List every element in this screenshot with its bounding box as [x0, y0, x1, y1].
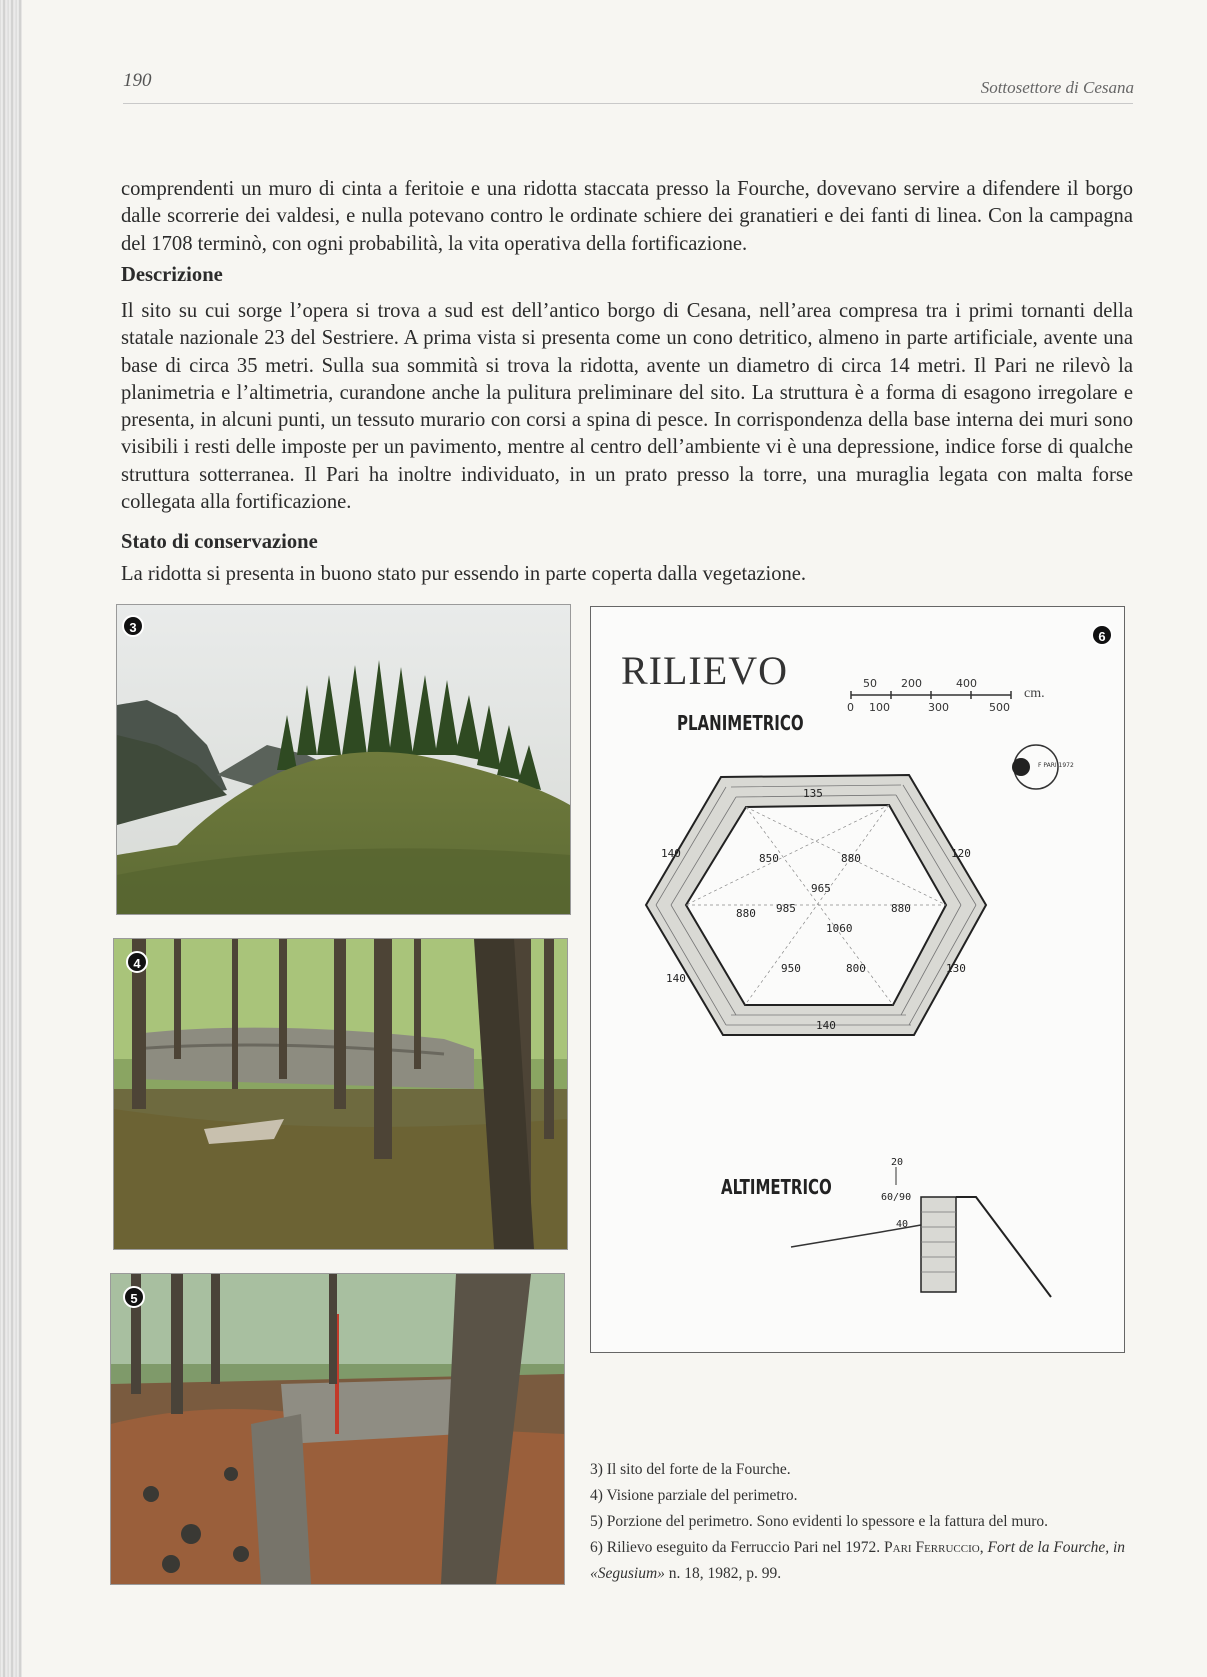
caption-6-title: Fort de la Fourche, in «Segusium»: [590, 1539, 1126, 1582]
photo-site-fourche: [116, 604, 571, 915]
inner-label-3: 965: [811, 882, 831, 895]
scale-bottom-3: 300: [928, 701, 949, 714]
inner-label-7: 1060: [826, 922, 853, 935]
scale-top-3: 400: [956, 677, 977, 690]
intro-paragraph: comprendenti un muro di cinta a feritoie e una ridotta staccata presso la Fourche, dovevano servire a difendere il borgo dalle scorrerie dei valdesi, e nulla potevano contro le ordinate schiere dei granatieri e dei fanti di linea. Con la campagna del 1708 terminò, con ogni probabilità, la vita operativa della fortificazione.: [121, 178, 1133, 255]
wall-label-lower-right: 130: [946, 962, 966, 975]
figure-captions: [590, 1457, 1130, 1587]
drawing-title: RILIEVO: [621, 648, 788, 693]
caption-5: 5) Porzione del perimetro. Sono evidenti lo spessore e la fattura del muro.: [590, 1513, 1048, 1530]
caption-6-ref: n. 18, 1982, p. 99.: [664, 1565, 782, 1582]
inner-label-2: 880: [841, 852, 861, 865]
caption-4: 4) Visione parziale del perimetro.: [590, 1487, 798, 1504]
alti-label-low: 40: [896, 1219, 909, 1230]
scale-bottom-2: 100: [869, 701, 890, 714]
running-header: Sottosettore di Cesana: [980, 78, 1134, 97]
header-divider: [123, 103, 1133, 104]
page-number: 190: [123, 70, 152, 91]
photo-perimeter-portion: [110, 1273, 565, 1585]
caption-6: [590, 1535, 1130, 1587]
wall-label-upper-right: 120: [951, 847, 971, 860]
surveyor-seal: [1012, 745, 1074, 789]
survey-drawing: [590, 606, 1125, 1353]
alti-label-mid: 60/90: [881, 1192, 912, 1203]
drawing-subtitle-planimetrico: PLANIMETRICO: [677, 711, 804, 735]
inner-label-1: 850: [759, 852, 779, 865]
alti-label-top: 20: [891, 1157, 904, 1168]
figure-badge-3: 3: [122, 615, 144, 637]
figure-badge-4: 4: [126, 951, 148, 973]
seal-text: F PARI 1972: [1038, 762, 1074, 769]
caption-3: 3) Il sito del forte de la Fourche.: [590, 1461, 791, 1478]
scale-bottom-1: 0: [847, 701, 854, 714]
heading-stato-conservazione: Stato di conservazione: [121, 531, 318, 553]
wall-label-top: 135: [803, 787, 823, 800]
scale-top-1: 50: [863, 677, 877, 690]
drawing-subtitle-altimetrico: ALTIMETRICO: [721, 1175, 832, 1199]
inner-label-4: 985: [776, 902, 796, 915]
hexagon-plan: [646, 775, 986, 1035]
figure-badge-5: 5: [123, 1286, 145, 1308]
wall-label-upper-left: 140: [661, 847, 681, 860]
book-binding-edge: [0, 0, 22, 1677]
inner-label-9: 800: [846, 962, 866, 975]
scale-unit: cm.: [1024, 686, 1045, 701]
photo-perimeter-partial: [113, 938, 568, 1250]
inner-label-8: 950: [781, 962, 801, 975]
scale-top-2: 200: [901, 677, 922, 690]
heading-descrizione: Descrizione: [121, 264, 223, 286]
drawing-graphics: [591, 607, 1124, 1352]
caption-6-sep: ,: [979, 1539, 988, 1556]
stato-paragraph: La ridotta si presenta in buono stato pur essendo in parte coperta dalla vegetazione.: [121, 563, 807, 585]
figure-badge-6: 6: [1091, 624, 1113, 646]
inner-label-5: 880: [736, 907, 756, 920]
wall-label-bottom: 140: [816, 1019, 836, 1032]
scale-bottom-4: 500: [989, 701, 1010, 714]
caption-6-author: Pari Ferruccio: [884, 1539, 980, 1556]
scale-bar: [851, 691, 1011, 699]
descrizione-paragraph: Il sito su cui sorge l’opera si trova a sud est dell’antico borgo di Cesana, nell’area compresa tra i primi tornanti della statale nazionale 23 del Sestriere. A prima vista si presenta come un cono detritico, almeno in parte artificiale, avente una base di circa 35 metri. Sulla sua sommità si trova la ridotta, avente un diametro di circa 14 metri. Il Pari ne rilevò la planimetria e l’altimetria, curandone anche la pulitura preliminare del sito. La struttura è a forma di esagono irregolare e presenta, in alcuni punti, un tessuto murario con corsi a spina di pesce. In corrispondenza della base interna dei muri sono visibili i resti delle imposte per un pavimento, mentre al centro dell’ambiente vi è una depressione, indice forse di qualche struttura sotterranea. Il Pari ha inoltre individuato, in un prato presso la torre, una muraglia legata con malta forse collegata alla fortificazione.: [121, 300, 1133, 514]
inner-label-6: 880: [891, 902, 911, 915]
wall-label-lower-left: 140: [666, 972, 686, 985]
caption-6-text: 6) Rilievo eseguito da Ferruccio Pari nel 1972.: [590, 1539, 885, 1556]
